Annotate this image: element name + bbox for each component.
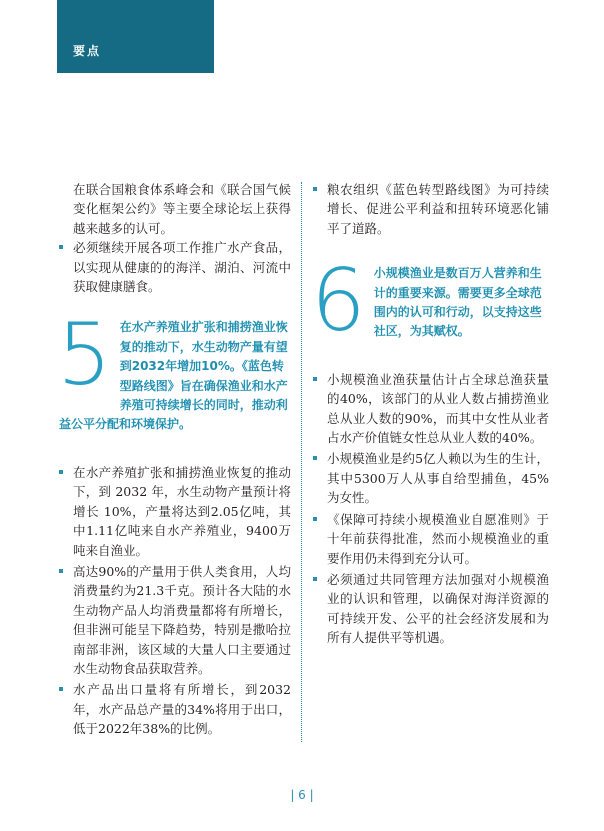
section-header-label: 要点 bbox=[73, 44, 102, 58]
continuation-paragraph: 在联合国粮食体系峰会和《联合国气候变化框架公约》等主要全球论坛上获得越来越多的认可。 bbox=[73, 182, 291, 236]
page-number: | 6 | bbox=[290, 788, 314, 802]
key-message-number: 5 bbox=[57, 305, 112, 406]
key-message-text: 小规模渔业是数百万人营养和生计的重要来源。需要更多全球范围内的认可和行动，以支持这些社区，为其赋权。 bbox=[373, 266, 542, 339]
left-column bbox=[59, 180, 291, 741]
bullet-icon bbox=[59, 569, 63, 573]
list-item: 在水产养殖扩张和捕捞渔业恢复的推动下，到 2032 年，水生动物产量预计将增长 10%，产量将达到2.05亿吨，其中1.11亿吨来自水产养殖业，9400万吨来自渔业。 bbox=[59, 463, 291, 560]
list-item: 水产品出口量将有所增长，到2032年，水产品总产量的34%将用于出口，低于2022年38%的比例。 bbox=[59, 680, 291, 738]
bullet-icon bbox=[313, 456, 317, 460]
key-message-6 bbox=[311, 251, 549, 352]
key-message-text: 在水产养殖业扩张和捕捞渔业恢复的推动下，水生动物产量有望到2032年增加10%。《蓝色转型路线图》旨在确保渔业和水产养殖可持续增长的同时，推动利益公平分配和环境保护。 bbox=[59, 320, 288, 432]
bullet-icon bbox=[313, 517, 317, 521]
right-column bbox=[313, 180, 549, 650]
left-bullet-list bbox=[59, 463, 291, 739]
bullet-icon bbox=[59, 687, 63, 691]
bullet-icon bbox=[59, 470, 63, 474]
bullet-icon bbox=[59, 245, 63, 249]
bullet-icon bbox=[313, 187, 317, 191]
right-bullet-list bbox=[313, 370, 549, 648]
key-message-number: 6 bbox=[311, 251, 366, 352]
column-divider bbox=[301, 182, 302, 742]
list-item: 必须通过共同管理方法加强对小规模渔业的认识和管理，以确保对海洋资源的可持续开发、公平的社会经济发展和为所有人提供平等机遇。 bbox=[313, 570, 549, 648]
list-item: 《保障可持续小规模渔业自愿准则》于十年前获得批准，然而小规模渔业的重要作用仍未得到充分认可。 bbox=[313, 510, 549, 568]
section-header-tab bbox=[57, 0, 214, 73]
bullet-icon bbox=[313, 377, 317, 381]
list-item: 小规模渔业渔获量估计占全球总渔获量的40%，该部门的从业人数占捕捞渔业总从业人数的90%，而其中女性从业者占水产价值链女性总从业人数的40%。 bbox=[313, 370, 549, 448]
key-message-5 bbox=[57, 305, 291, 434]
left-top-bullet-list bbox=[59, 238, 291, 296]
bullet-icon bbox=[313, 577, 317, 581]
list-item: 小规模渔业是约5亿人赖以为生的生计，其中5300万人从事自给型捕鱼，45%为女性。 bbox=[313, 449, 549, 507]
list-item: 粮农组织《蓝色转型路线图》为可持续增长、促进公平利益和扭转环境恶化铺平了道路。 bbox=[313, 180, 549, 238]
right-top-bullet-list bbox=[313, 180, 549, 238]
list-item: 高达90%的产量用于供人类食用，人均消费量约为21.3千克。预计各大陆的水生动物产品人均消费量都将有所增长，但非洲可能呈下降趋势，特别是撒哈拉南部非洲，该区域的大量人口主要通过水生动物食品获取营养。 bbox=[59, 562, 291, 678]
list-item: 必须继续开展各项工作推广水产食品，以实现从健康的的海洋、湖泊、河流中获取健康膳食。 bbox=[59, 238, 291, 296]
